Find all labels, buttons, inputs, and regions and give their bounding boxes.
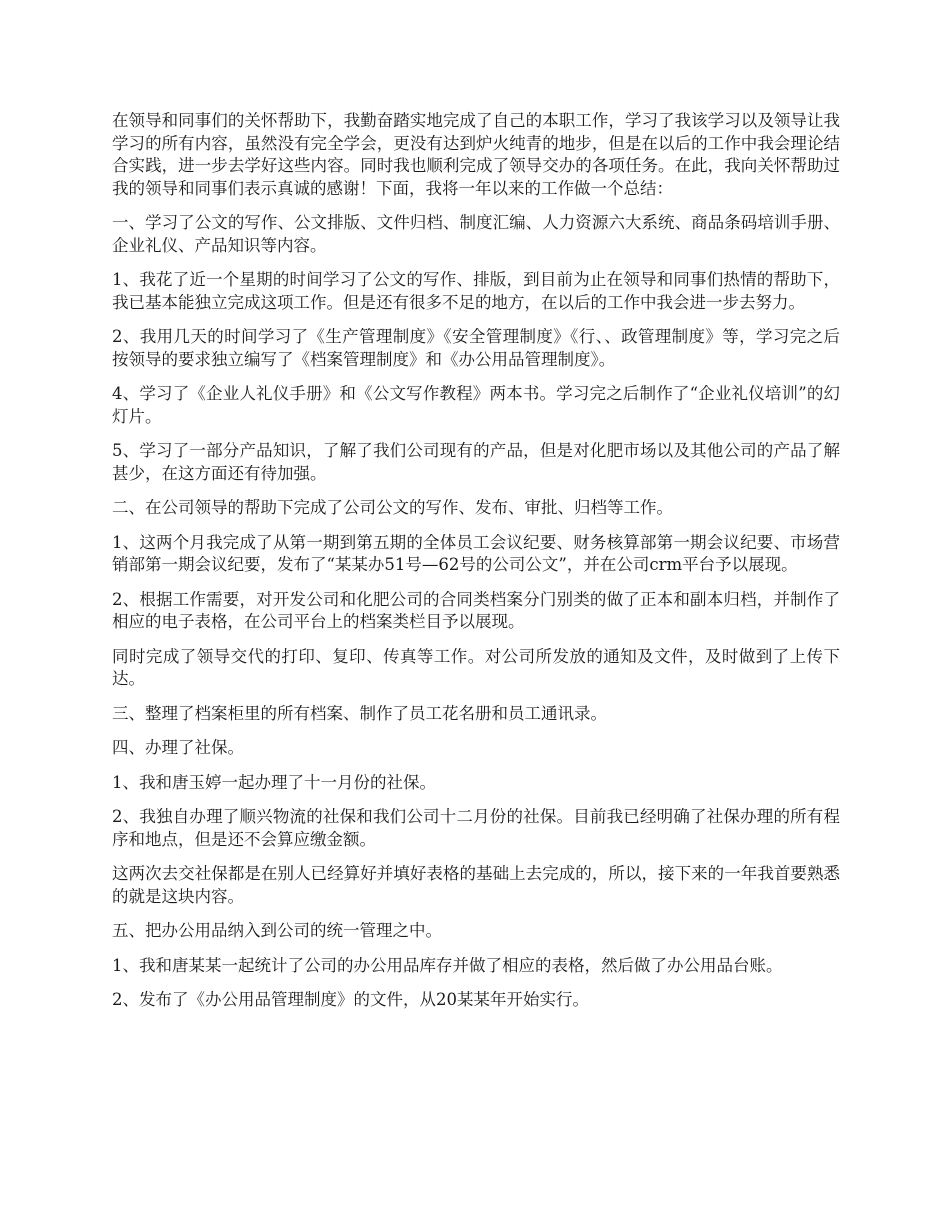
- list-item: 2、我用几天的时间学习了《生产管理制度》《安全管理制度》《行、、政管理制度》等，学习完之后按领导的要求独立编写了《档案管理制度》和《办公用品管理制度》。: [112, 327, 840, 369]
- list-item: 1、我和唐玉婷一起办理了十一月份的社保。: [112, 772, 436, 792]
- list-item: 4、学习了《企业人礼仪手册》和《公文写作教程》两本书。学习完之后制作了“企业礼仪培训”的幻灯片。: [112, 384, 840, 426]
- list-item: 2、发布了《办公用品管理制度》的文件，从20某某年开始实行。: [112, 990, 589, 1009]
- intro-paragraph: 在领导和同事们的关怀帮助下，我勤奋踏实地完成了自己的本职工作，学习了我该学习以及领导让我学习的所有内容，虽然没有完全学会，更没有达到炉火纯青的地步，但是在以后的工作中我会理论结合实践，进一步去学好这些内容。同时我也顺利完成了领导交办的各项任务。在此，我向关怀帮助过我的领导和同事们表示真诚的感谢！下面，我将一年以来的工作做一个总结：: [112, 111, 840, 198]
- list-item: 1、我花了近一个星期的时间学习了公文的写作、排版，到目前为止在领导和同事们热情的帮助下，我已基本能独立完成这项工作。但是还有很多不足的地方，在以后的工作中我会进一步去努力。: [112, 270, 840, 312]
- list-item: 1、这两个月我完成了从第一期到第五期的全体员工会议纪要、财务核算部第一期会议纪要、市场营销部第一期会议纪要，发布了“某某办51号—62号的公司公文”，并在公司crm平台予以展现。: [112, 532, 840, 574]
- body-paragraph: 同时完成了领导交代的打印、复印、传真等工作。对公司所发放的通知及文件，及时做到了上传下达。: [112, 646, 840, 688]
- section-heading-1: 一、学习了公文的写作、公文排版、文件归档、制度汇编、人力资源六大系统、商品条码培训手册、企业礼仪、产品知识等内容。: [112, 213, 840, 255]
- list-item: 5、学习了一部分产品知识，了解了我们公司现有的产品，但是对化肥市场以及其他公司的产品了解甚少，在这方面还有待加强。: [112, 441, 840, 483]
- section-heading-5: 五、把办公用品纳入到公司的统一管理之中。: [112, 921, 442, 940]
- body-paragraph: 这两次去交社保都是在别人已经算好并填好表格的基础上去完成的，所以，接下来的一年我首要熟悉的就是这块内容。: [112, 864, 840, 906]
- section-heading-3: 三、整理了档案柜里的所有档案、制作了员工花名册和员工通讯录。: [112, 703, 607, 723]
- list-item: 2、我独自办理了顺兴物流的社保和我们公司十二月份的社保。目前我已经明确了社保办理的所有程序和地点，但是还不会算应缴金额。: [112, 807, 840, 849]
- section-heading-4: 四、办理了社保。: [112, 738, 244, 757]
- section-heading-2: 二、在公司领导的帮助下完成了公司公文的写作、发布、审批、归档等工作。: [112, 498, 673, 517]
- document-body: [112, 110, 840, 1024]
- list-item: 2、根据工作需要，对开发公司和化肥公司的合同类档案分门别类的做了正本和副本归档，并制作了相应的电子表格，在公司平台上的档案类栏目予以展现。: [112, 589, 840, 631]
- list-item: 1、我和唐某某一起统计了公司的办公用品库存并做了相应的表格，然后做了办公用品台账。: [112, 955, 783, 975]
